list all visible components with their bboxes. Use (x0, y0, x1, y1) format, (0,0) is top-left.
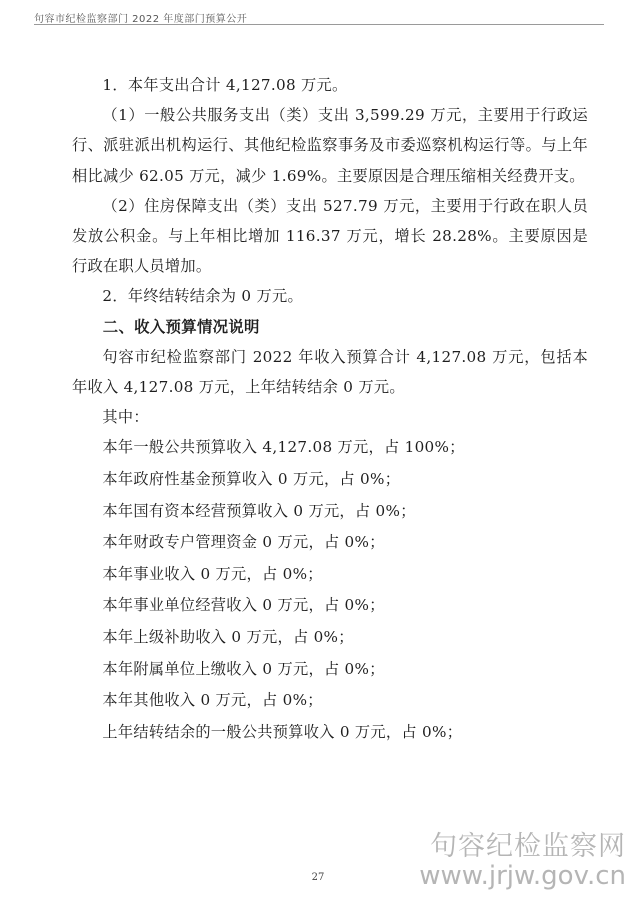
housing-security-paragraph: （2）住房保障支出（类）支出 527.79 万元，主要用于行政在职人员发放公积金。与上年相比增加 116.37 万元，增长 28.28%。主要原因是行政在职人员增加。 (72, 196, 588, 276)
site-watermark (419, 831, 626, 892)
income-item: 本年事业收入 0 万元，占 0%； (102, 564, 323, 583)
income-intro-paragraph: 句容市纪检监察部门 2022 年收入预算合计 4,127.08 万元，包括本年收入 4,127.08 万元，上年结转结余 0 万元。 (72, 347, 588, 397)
expenditure-total-paragraph: 1．本年支出合计 4,127.08 万元。 (102, 76, 348, 94)
income-item: 本年国有资本经营预算收入 0 万元，占 0%； (102, 501, 416, 520)
income-item: 本年事业单位经营收入 0 万元，占 0%； (102, 596, 385, 615)
page-header: 句容市纪检监察部门 2022 年度部门预算公开 (34, 14, 248, 25)
watermark-site-url: www.jrjw.gov.cn (419, 861, 626, 892)
income-section-heading: 二、收入预算情况说明 (102, 317, 260, 336)
income-item: 上年结转结余的一般公共预算收入 0 万元，占 0%； (102, 722, 463, 741)
document-body (72, 70, 588, 748)
income-item: 本年上级补助收入 0 万元，占 0%； (102, 628, 354, 646)
income-item: 本年财政专户管理资金 0 万元，占 0%； (102, 533, 385, 552)
income-item: 本年其他收入 0 万元，占 0%； (102, 691, 323, 710)
page-number: 27 (311, 872, 325, 883)
general-public-service-paragraph: （1）一般公共服务支出（类）支出 3,599.29 万元，主要用于行政运行、派驻派出机构运行、其他纪检监察事务及市委巡察机构运行等。与上年相比减少 62.05 万元，减少 1.69%。主要原因是合理压缩相关经费开支。 (72, 106, 588, 185)
among-label: 其中： (102, 408, 149, 427)
income-item: 本年一般公共预算收入 4,127.08 万元，占 100%； (102, 438, 465, 457)
watermark-site-name: 句容纪检监察网 (430, 831, 626, 863)
header-divider (34, 24, 604, 25)
income-item: 本年政府性基金预算收入 0 万元，占 0%； (102, 470, 401, 489)
income-item: 本年附属单位上缴收入 0 万元，占 0%； (102, 659, 385, 678)
year-end-balance-paragraph: 2．年终结转结余为 0 万元。 (102, 287, 303, 306)
income-item-list (72, 432, 588, 748)
